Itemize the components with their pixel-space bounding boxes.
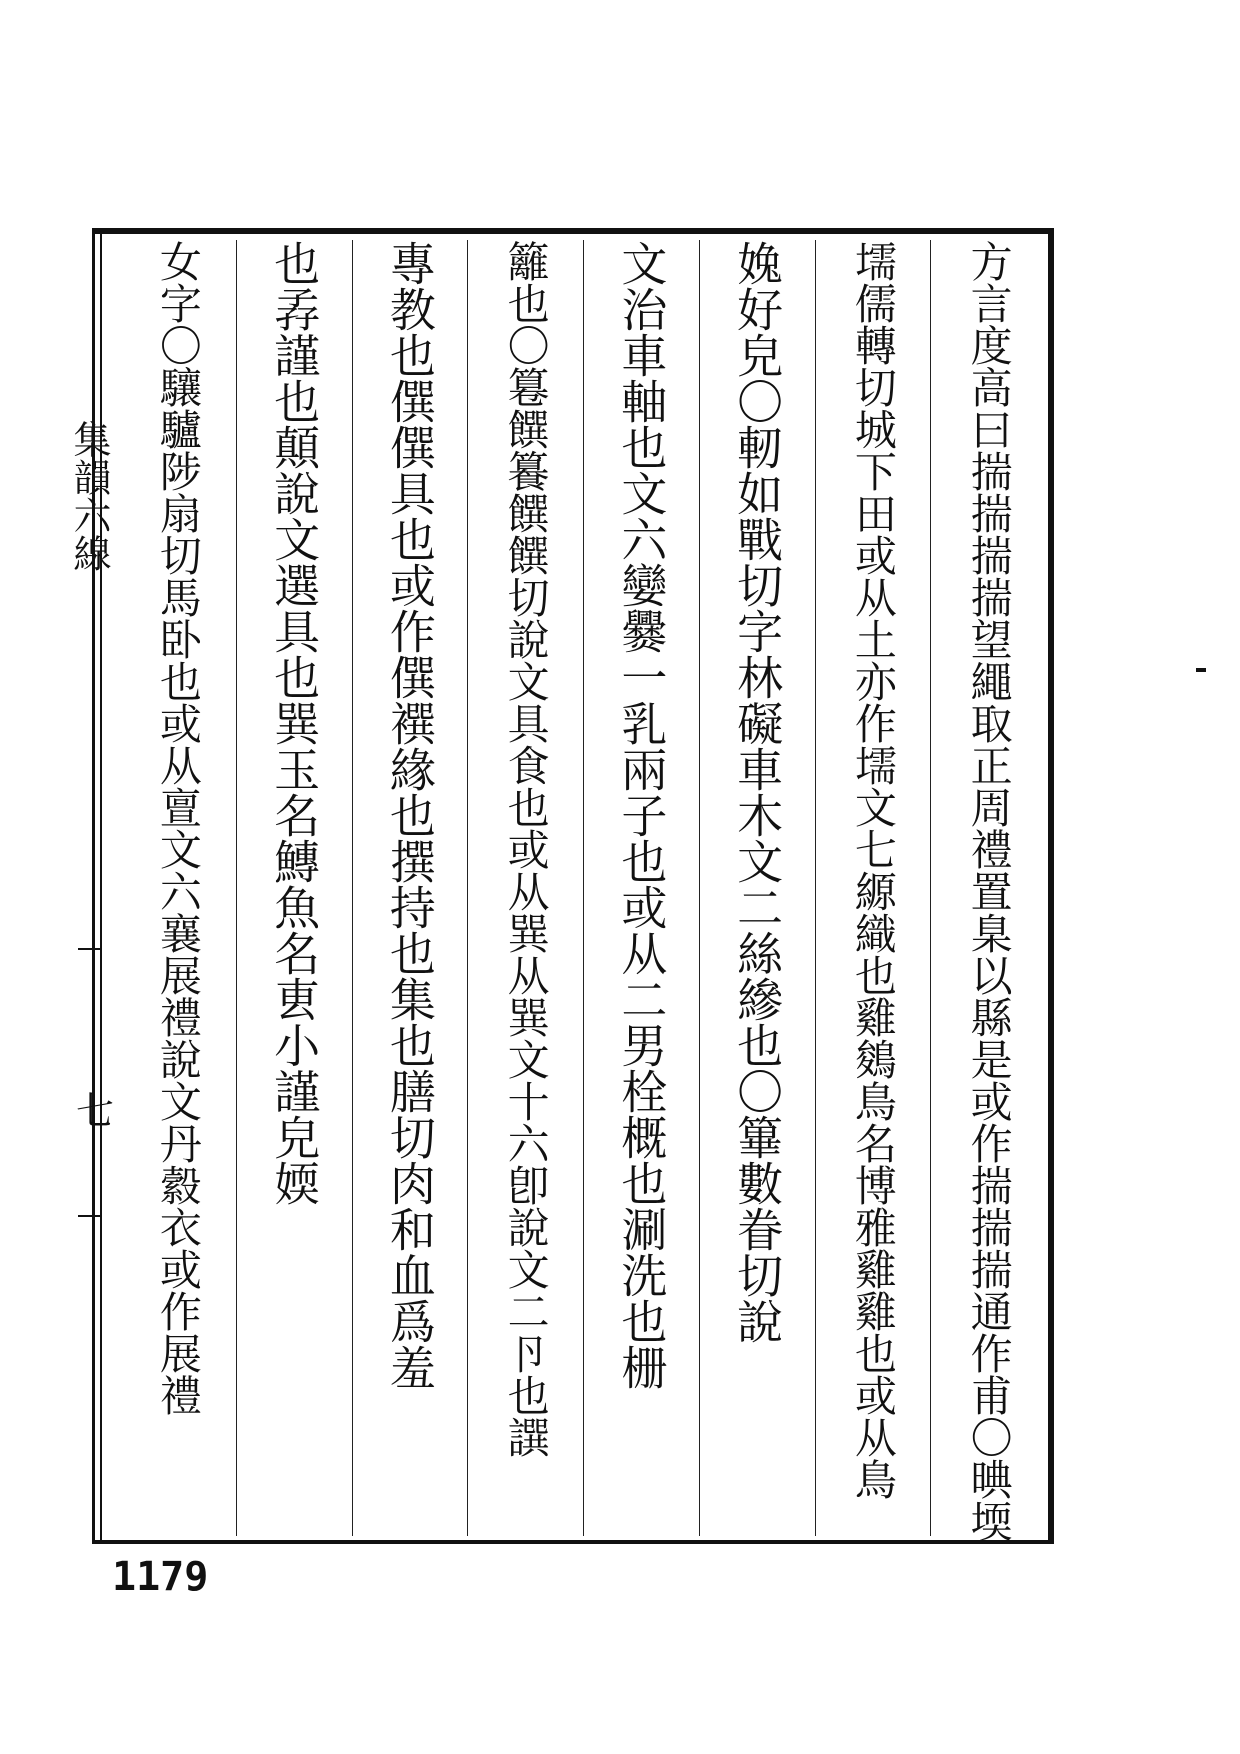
column-text: 籬也〇篹饌籑饌饌切說文具食也或从巽从巽文十六卽說文二卪也譔 (501, 240, 551, 1458)
column-text: 女字〇驤驢陟扇切馬卧也或从亶文六襄展禮說文丹縠衣或作展禮 (153, 240, 203, 1416)
column-text: 婏好皃〇軔如戰切字林礙車木文二絲縿也〇篳數眷切說 (730, 240, 785, 1344)
column-8 (120, 240, 236, 1536)
column-4 (583, 240, 699, 1536)
gutter-title: 集韻六線 (67, 420, 111, 572)
column-text: 專教也僎僎具也或作僎襈緣也撰持也集也膳切肉和血爲羞 (382, 240, 437, 1390)
column-6 (352, 240, 468, 1536)
column-1 (930, 240, 1046, 1542)
page-number: 1179 (112, 1554, 209, 1600)
column-7 (236, 240, 352, 1536)
gutter-tick-lower (78, 1215, 100, 1217)
column-2 (815, 240, 931, 1536)
column-5 (467, 240, 583, 1536)
gutter-leaf: 七 (76, 1089, 115, 1133)
column-3 (699, 240, 815, 1536)
gutter-tick-upper (78, 948, 100, 950)
column-text: 壖儒轉切城下田或从土亦作壖文七縓織也雞鵕鳥名博雅雞雞也或从鳥 (848, 240, 898, 1500)
column-text: 也孨謹也顛說文選具也巽玉名鱄魚名叀小謹皃媆 (267, 240, 322, 1206)
column-text: 方言度高曰揣揣揣揣望繩取正周禮置臬以縣是或作揣揣揣通作甫〇晪堧 (964, 240, 1014, 1542)
text-columns (120, 240, 1046, 1542)
scan-mark (1196, 668, 1206, 672)
column-text: 文治車軸也文六孌爨一乳兩子也或从二男栓概也涮洗也栅 (614, 240, 669, 1390)
